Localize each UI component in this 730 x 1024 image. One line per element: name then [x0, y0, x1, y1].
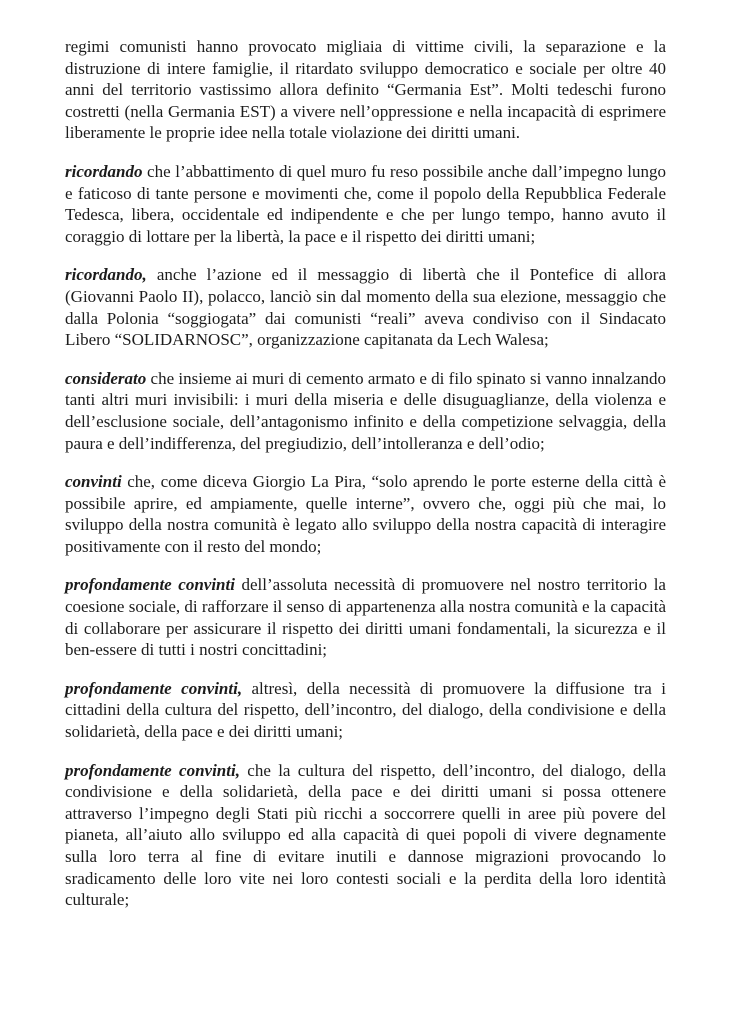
paragraph-regimi-comunisti	[65, 36, 666, 144]
paragraph-7-body: che la cultura del rispetto, dell’incontro, del dialogo, della condivisione e della solidarietà, della pace e dei diritti umani si possa ottenere attraverso l’impegno degli Stati più ricchi a soccorrere quelli in aree più povere del pianeta, all’aiuto allo sviluppo ed alla capacità di quei popoli di vivere degnamente sulla loro terra al fine di evitare inutili e dannose migrazioni provocando lo sradicamento delle loro vite nei loro contesti sociali e la perdita della loro identità culturale;	[65, 760, 666, 910]
paragraph-3-body: che insieme ai muri di cemento armato e di filo spinato si vanno innalzando tanti altri muri invisibili: i muri della miseria e delle disuguaglianze, della violenza e dell’esclusione sociale, dell’antagonismo infinito e della competizione selvaggia, della paura e dell’indifferenza, del pregiudizio, dell’intolleranza e dell’odio;	[65, 368, 666, 453]
paragraph-4-lead: convinti	[65, 472, 122, 492]
paragraph-profondamente-convinti-3	[65, 760, 666, 911]
paragraph-1-lead: ricordando	[65, 161, 143, 181]
paragraph-2-body: anche l’azione ed il messaggio di libertà che il Pontefice di allora (Giovanni Paolo II), polacco, lanciò sin dal momento della sua elezione, messaggio che dalla Polonia “soggiogata” dai comunisti “reali” aveva condiviso con il Sindacato Libero “SOLIDARNOSC”, organizzazione capitanata da Lech Walesa;	[65, 265, 666, 350]
paragraph-0-body: regimi comunisti hanno provocato migliaia di vittime civili, la separazione e la distruzione di intere famiglie, il ritardato sviluppo democratico e sociale per oltre 40 anni del territorio vastissimo allora definito “Germania Est”. Molti tedeschi furono costretti (nella Germania EST) a vivere nell’oppressione e nella incapacità di esprimere liberamente le proprie idee nella totale violazione dei diritti umani.	[65, 37, 666, 143]
paragraph-convinti	[65, 471, 666, 557]
paragraph-4-body: che, come diceva Giorgio La Pira, “solo aprendo le porte esterne della città è possibile aprire, ed ampiamente, quelle interne”, ovvero che, oggi più che mai, lo sviluppo della nostra comunità è legato allo sviluppo della nostra capacità di interagire positivamente con il resto del mondo;	[65, 472, 666, 556]
paragraph-profondamente-convinti-2	[65, 678, 666, 743]
paragraph-5-body: dell’assoluta necessità di promuovere nel nostro territorio la coesione sociale, di rafforzare il senso di appartenenza alla nostra comunità e la capacità di collaborare per assicurare il rispetto dei diritti umani fondamentali, la sicurezza e il ben-essere di tutti i nostri concittadini;	[65, 575, 667, 660]
paragraph-2-lead: ricordando,	[65, 265, 147, 285]
paragraph-3-lead: considerato	[65, 368, 147, 388]
paragraph-5-lead: profondamente convinti	[65, 575, 235, 595]
paragraph-ricordando-1	[65, 161, 666, 247]
document-body	[65, 36, 666, 911]
paragraph-considerato	[65, 368, 666, 454]
paragraph-profondamente-convinti-1	[65, 574, 666, 660]
paragraph-1-body: che l’abbattimento di quel muro fu reso possibile anche dall’impegno lungo e faticoso di tante persone e movimenti che, come il popolo della Repubblica Federale Tedesca, libera, occidentale ed indipendente e che per lungo tempo, hanno avuto il coraggio di lottare per la libertà, la pace e il rispetto dei diritti umani;	[65, 161, 666, 246]
paragraph-6-lead: profondamente convinti,	[65, 678, 243, 698]
paragraph-7-lead: profondamente convinti,	[65, 760, 240, 780]
paragraph-ricordando-2	[65, 264, 666, 350]
paragraph-6-body: altresì, della necessità di promuovere la diffusione tra i cittadini della cultura del rispetto, dell’incontro, del dialogo, della condivisione e della solidarietà, della pace e dei diritti umani;	[65, 678, 666, 742]
